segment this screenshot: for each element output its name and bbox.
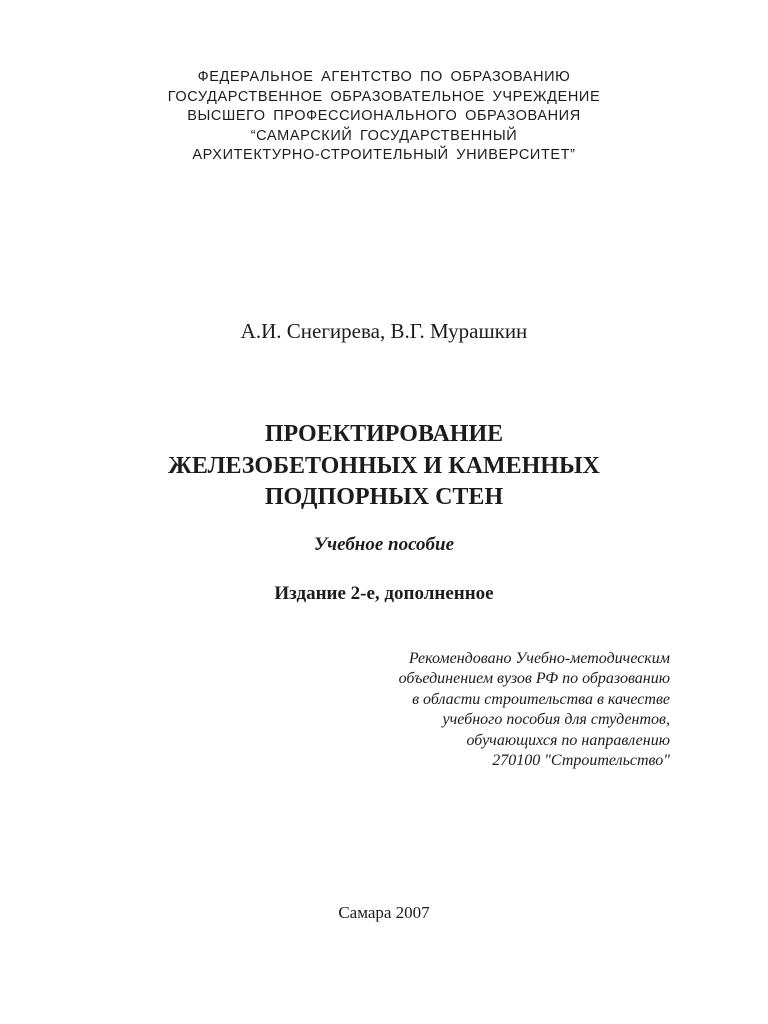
authors: А.И. Снегирева, В.Г. Мурашкин: [240, 319, 528, 343]
recommendation-line: 270100 "Строительство": [492, 752, 670, 770]
institution-header: [0, 68, 768, 166]
city-year: Самара 2007: [338, 903, 430, 922]
book-title: [0, 419, 768, 514]
recommendation-line: объединением вузов РФ по образованию: [398, 670, 670, 688]
header-line: ФЕДЕРАЛЬНОЕ АГЕНТСТВО ПО ОБРАЗОВАНИЮ: [197, 69, 571, 85]
header-line: ВЫСШЕГО ПРОФЕССИОНАЛЬНОГО ОБРАЗОВАНИЯ: [187, 108, 581, 124]
recommendation-line: обучающихся по направлению: [466, 731, 670, 749]
recommendation-line: в области строительства в качестве: [412, 690, 670, 708]
book-subtitle: Учебное пособие: [313, 534, 455, 555]
header-line: АРХИТЕКТУРНО-СТРОИТЕЛЬНЫЙ УНИВЕРСИТЕТ”: [192, 147, 576, 163]
edition-note: Издание 2-е, дополненное: [274, 583, 494, 604]
recommendation-line: учебного пособия для студентов,: [442, 711, 670, 729]
header-line: “САМАРСКИЙ ГОСУДАРСТВЕННЫЙ: [250, 127, 518, 144]
recommendation-note: [399, 649, 670, 771]
title-line: ЖЕЛЕЗОБЕТОННЫХ И КАМЕННЫХ: [168, 452, 600, 479]
recommendation-line: Рекомендовано Учебно-методическим: [408, 650, 670, 667]
title-line: ПОДПОРНЫХ СТЕН: [264, 484, 504, 510]
header-line: ГОСУДАРСТВЕННОЕ ОБРАЗОВАТЕЛЬНОЕ УЧРЕЖДЕНИЕ: [167, 88, 601, 105]
title-line: ПРОЕКТИРОВАНИЕ: [264, 421, 504, 447]
